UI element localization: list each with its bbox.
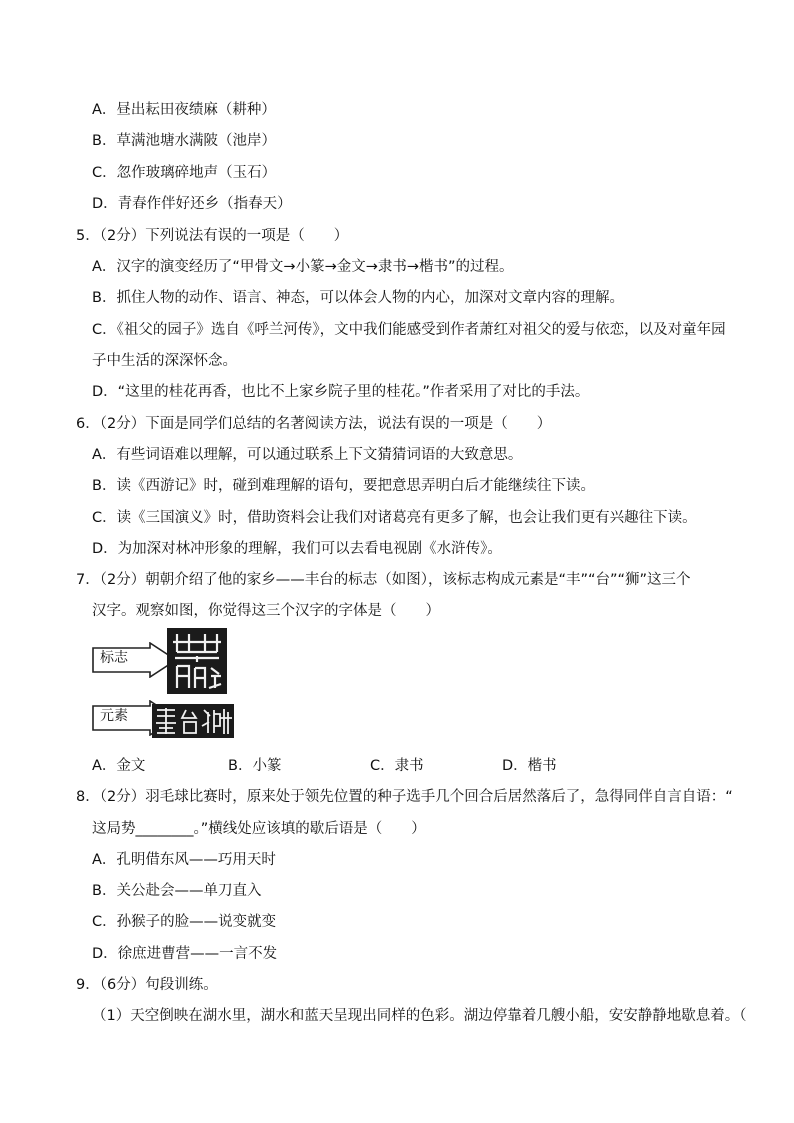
q4-option-c: C．忽作玻璃碎地声（玉石）: [92, 165, 277, 181]
q6-option-a: A．有些词语难以理解，可以通过联系上下文猜猜词语的大致意思。: [92, 447, 523, 463]
q7-option-a: A．金文: [92, 758, 146, 774]
q8-stem-line1: 8．（2分）羽毛球比赛时，原来处于领先位置的种子选手几个回合后居然落后了，急得同伴自言自语：“: [76, 789, 733, 805]
q9-part1: （1）天空倒映在湖水里，湖水和蓝天呈现出同样的色彩。湖边停靠着几艘小船，安安静静地歇息着。（: [92, 1008, 747, 1024]
q5-option-b: B．抓住人物的动作、语言、神态，可以体会人物的内心，加深对文章内容的理解。: [92, 290, 624, 306]
q7-stem-line1: 7．（2分）朝朝介绍了他的家乡——丰台的标志（如图），该标志构成元素是“丰”“台”“狮”这三个: [76, 572, 691, 588]
seal-elements-strip: [152, 704, 234, 738]
fengtai-logo-figure: [92, 628, 242, 748]
q8-option-c: C．孙猴子的脸——说变就变: [92, 914, 277, 930]
q7-option-d: D．楷书: [502, 758, 557, 774]
q8-option-a: A．孔明借东风——巧用天时: [92, 852, 276, 868]
q5-stem: 5．（2分）下列说法有误的一项是（ ）: [76, 228, 349, 244]
q6-option-d: D．为加深对林冲形象的理解，我们可以去看电视剧《水浒传》。: [92, 541, 502, 557]
q7-option-c: C．隶书: [370, 758, 424, 774]
q4-option-d: D．青春作伴好还乡（指春天）: [92, 196, 292, 212]
elements-label: 元素: [100, 708, 128, 724]
q5-option-c-line1: C．《祖父的园子》选自《呼兰河传》，文中我们能感受到作者萧红对祖父的爱与依恋，以及对童年园: [92, 322, 726, 338]
q8-option-d: D．徐庶进曹营——一言不发: [92, 946, 278, 962]
q6-stem: 6．（2分）下面是同学们总结的名著阅读方法，说法有误的一项是（ ）: [76, 416, 552, 432]
q8-stem-line2: 这局势________。”横线处应该填的歇后语是（ ）: [92, 821, 426, 837]
q4-option-a: A．昼出耘田夜绩麻（耕种）: [92, 102, 276, 118]
q5-option-d: D．“这里的桂花再香，也比不上家乡院子里的桂花。”作者采用了对比的手法。: [92, 384, 590, 400]
fengtai-seal-logo: [167, 628, 227, 694]
seal-characters-icon: [152, 704, 234, 738]
q6-option-c: C．读《三国演义》时，借助资料会让我们对诸葛亮有更多了解，也会让我们更有兴趣往下读。: [92, 510, 697, 526]
q7-option-b: B．小篆: [228, 758, 282, 774]
logo-arrow: [92, 642, 178, 674]
q9-stem: 9．（6分）句段训练。: [76, 977, 218, 993]
q6-option-b: B．读《西游记》时，碰到难理解的语句，要把意思弄明白后才能继续往下读。: [92, 478, 595, 494]
q4-option-b: B．草满池塘水满陂（池岸）: [92, 133, 276, 149]
q5-option-a: A．汉字的演变经历了“甲骨文→小篆→金文→隶书→楷书”的过程。: [92, 259, 514, 275]
seal-glyph-icon: [167, 628, 227, 694]
q8-option-b: B．关公赴会——单刀直入: [92, 883, 262, 899]
q7-stem-line2: 汉字。观察如图，你觉得这三个汉字的字体是（ ）: [92, 603, 440, 619]
logo-label: 标志: [100, 650, 128, 666]
q5-option-c-line2: 子中生活的深深怀念。: [92, 353, 237, 369]
